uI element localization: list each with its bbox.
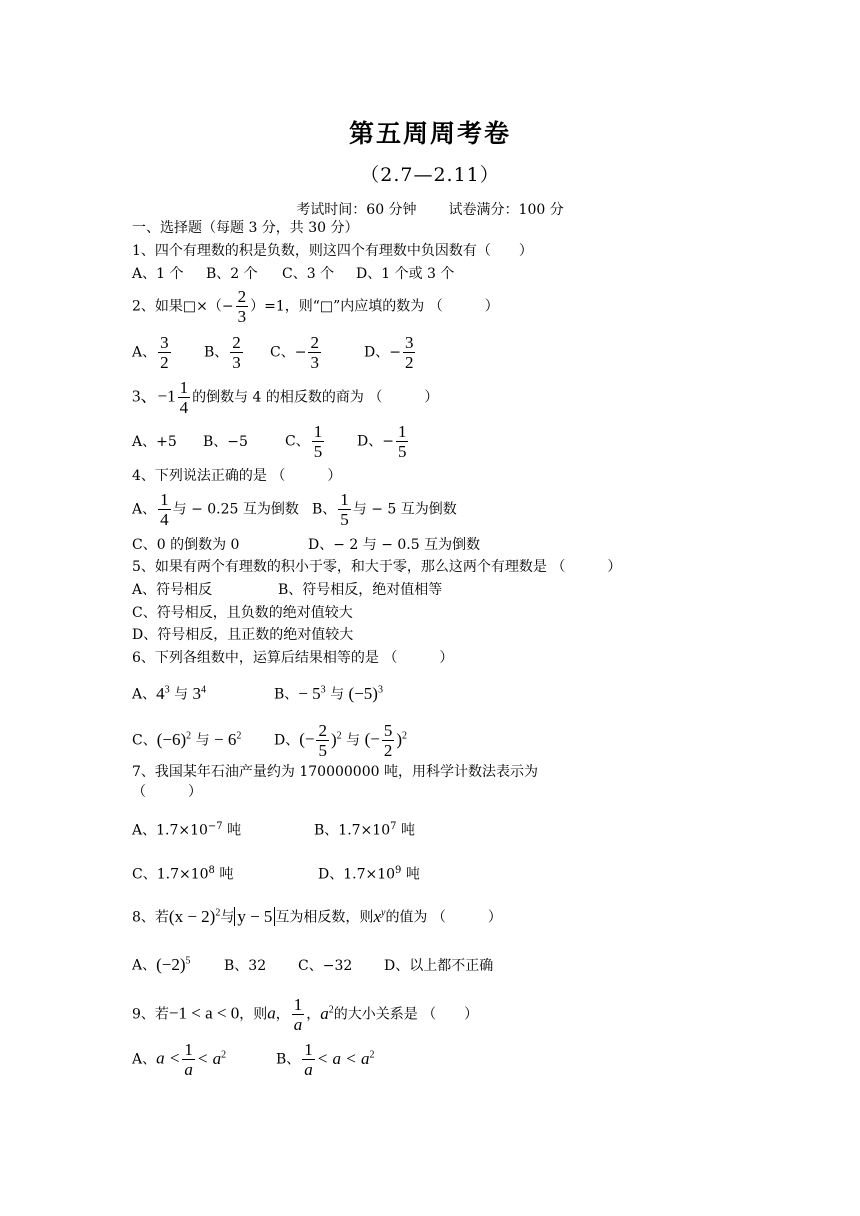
option-b: B、$1.7\times 10^7$ 吨 xyxy=(314,821,415,839)
option-c: C、− $\frac{2}{3}$ xyxy=(270,333,319,372)
question-7: 7、我国某年石油产量约为 170000000 吨，用科学计数法表示为 xyxy=(132,764,538,780)
option-b: B、−5 xyxy=(203,433,248,450)
exam-time: 考试时间：60 分钟 xyxy=(296,202,417,218)
question-2: 2、如果□×（− $\frac{2}{3}$ ）=1，则“□”内应填的数为 （ ） xyxy=(132,287,499,326)
question-7-options-ab xyxy=(132,818,415,840)
exam-info xyxy=(0,199,860,219)
option-b: B、符号相反，绝对值相等 xyxy=(278,582,443,598)
option-b: B、 $\frac{1}{a}$ < $a < a^2$ xyxy=(276,1040,375,1079)
question-1: 1、四个有理数的积是负数，则这四个有理数中负因数有（ ） xyxy=(132,243,533,259)
option-a: A、 $\frac{1}{4}$ 与 − 0.25 互为倒数 xyxy=(132,490,299,529)
option-c: C、$(-6)^2$ 与 − $6^2$ xyxy=(132,729,242,749)
option-d: D、$1.7\times 10^9$ 吨 xyxy=(318,865,420,883)
option-b: B、 $\frac{2}{3}$ xyxy=(204,333,241,372)
fraction: $\frac{2}{3}$ xyxy=(237,287,247,326)
question-5-options-ab xyxy=(132,581,442,599)
question-6: 6、下列各组数中，运算后结果相等的是 （ ） xyxy=(132,650,454,666)
option-d: D、− $\frac{1}{5}$ xyxy=(357,422,407,461)
date-range: （2.7—2.11） xyxy=(360,164,500,186)
option-a: A、1 个 xyxy=(132,266,184,282)
question-7-options-cd xyxy=(132,862,420,884)
option-a: A、a < $\frac{1}{a}$ < $a^2$ xyxy=(132,1040,227,1079)
option-a: A、+5 xyxy=(132,433,177,450)
option-d: D、− $\frac{3}{2}$ xyxy=(364,333,414,372)
option-c: C、0 的倒数为 0 xyxy=(132,537,240,553)
option-c: C、符号相反，且负数的绝对值较大 xyxy=(132,605,353,621)
option-d: D、− 2 与 − 0.5 互为倒数 xyxy=(308,537,481,553)
option-d: D、以上都不正确 xyxy=(384,957,494,974)
option-a: A、$1.7\times 10^{-7}$ 吨 xyxy=(132,821,242,839)
option-c: C、−32 xyxy=(298,957,353,974)
option-c: C、3 个 xyxy=(282,266,335,282)
question-9: 9、若−1 < a < 0，则a， $\frac{1}{a}$ ，$a^2$的大小关系是 （ ） xyxy=(132,995,479,1034)
page-title: 第五周周考卷 xyxy=(348,119,511,148)
question-5: 5、如果有两个有理数的积小于零，和大于零，那么这两个有理数是 （ ） xyxy=(132,559,622,575)
option-b: B、− $5^3$ 与 $(-5)^3$ xyxy=(274,683,383,703)
option-a: A、$4^3$ 与 $3^4$ xyxy=(132,683,207,703)
question-6-options-ab xyxy=(132,681,383,704)
option-b: B、 $\frac{1}{5}$ 与 − 5 互为倒数 xyxy=(312,490,457,529)
question-6-options-cd xyxy=(132,721,407,760)
option-a: A、符号相反 xyxy=(132,582,213,598)
option-d: D、1 个或 3 个 xyxy=(356,266,455,282)
question-8: 8、若$(x - 2)^2$与 y − 5 互为相反数，则$x^y$的值为 （ ） xyxy=(132,906,502,926)
question-1-options xyxy=(132,265,454,283)
question-4-options-ab xyxy=(132,490,457,529)
question-8-options xyxy=(132,952,493,975)
option-c: C、 $\frac{1}{5}$ xyxy=(285,422,323,461)
option-d: D、(− $\frac{2}{5}$ )$^2$ 与 (− $\frac{5}{2}$ )$^2$ xyxy=(274,721,407,760)
option-c: C、$1.7\times 10^8$ 吨 xyxy=(132,865,234,883)
option-a: A、 $\frac{3}{2}$ xyxy=(132,333,169,372)
option-d: D、符号相反，且正数的绝对值较大 xyxy=(132,627,354,643)
question-4-options-cd xyxy=(132,536,480,554)
full-score: 试卷满分：100 分 xyxy=(448,202,564,218)
question-7-blank: （ ） xyxy=(132,784,202,800)
option-b: B、2 个 xyxy=(206,266,258,282)
fraction: $\frac{1}{4}$ xyxy=(179,378,189,417)
question-9-options xyxy=(132,1040,375,1079)
question-4: 4、下列说法正确的是 （ ） xyxy=(132,468,342,484)
option-a: A、$(-2)^5$ xyxy=(132,954,191,974)
question-3-options xyxy=(132,422,410,461)
question-2-options xyxy=(132,333,417,372)
question-3: 3、−1 $\frac{1}{4}$ 的倒数与 4 的相反数的商为 （ ） xyxy=(132,378,439,417)
section-heading: 一、选择题（每题 3 分，共 30 分） xyxy=(132,220,359,236)
option-b: B、32 xyxy=(224,957,267,974)
